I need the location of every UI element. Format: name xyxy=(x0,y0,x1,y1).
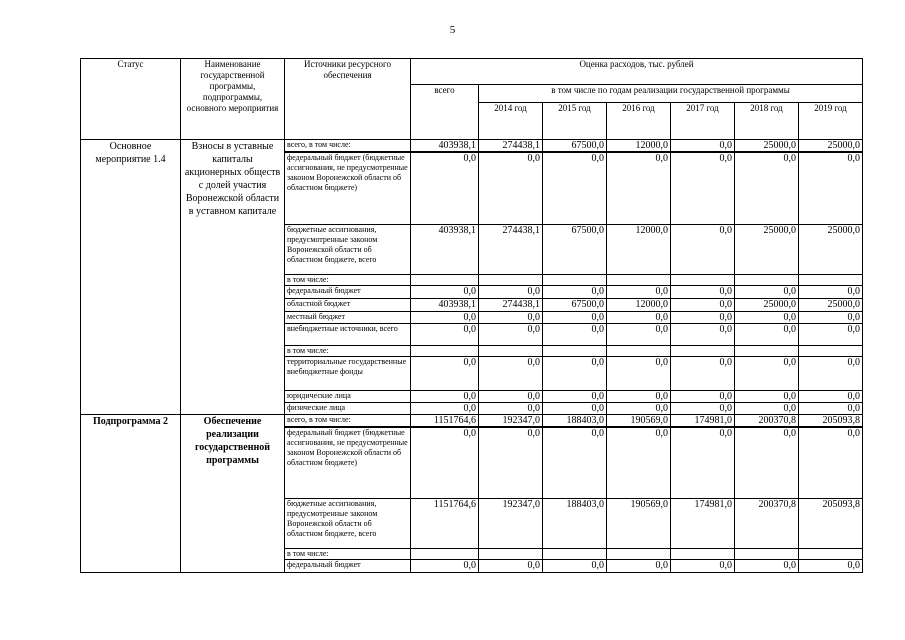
year-value-cell: 0,0 xyxy=(799,311,863,323)
year-value-cell: 25000,0 xyxy=(799,224,863,274)
year-value-cell: 0,0 xyxy=(543,323,607,345)
year-value-cell: 0,0 xyxy=(607,402,671,414)
header-year: 2018 год xyxy=(735,103,799,140)
year-value-cell: 12000,0 xyxy=(607,140,671,153)
source-cell: территориальные государственные внебюджетные фонды xyxy=(285,356,411,390)
year-value-cell: 0,0 xyxy=(543,560,607,573)
year-value-cell: 0,0 xyxy=(479,560,543,573)
total-value-cell: 0,0 xyxy=(411,323,479,345)
source-cell: всего, в том числе: xyxy=(285,140,411,153)
total-value-cell: 1151764,6 xyxy=(411,499,479,549)
year-value-cell: 0,0 xyxy=(479,285,543,298)
table-row xyxy=(81,414,863,427)
year-value-cell: 0,0 xyxy=(735,152,799,224)
year-value-cell: 25000,0 xyxy=(799,140,863,153)
source-cell: федеральный бюджет xyxy=(285,285,411,298)
header-year: 2017 год xyxy=(671,103,735,140)
year-value-cell: 0,0 xyxy=(543,152,607,224)
year-value-cell: 174981,0 xyxy=(671,414,735,427)
year-value-cell xyxy=(543,549,607,560)
source-cell: федеральный бюджет (бюджетные ассигнования, не предусмотренные законом Воронежской области об областном бюджете) xyxy=(285,427,411,499)
year-value-cell: 0,0 xyxy=(671,285,735,298)
status-cell: Подпрограмма 2 xyxy=(81,414,181,573)
year-value-cell: 0,0 xyxy=(671,140,735,153)
total-value-cell: 0,0 xyxy=(411,152,479,224)
year-value-cell: 0,0 xyxy=(799,285,863,298)
year-value-cell: 190569,0 xyxy=(607,414,671,427)
status-cell: Основное мероприятие 1.4 xyxy=(81,140,181,415)
source-cell: всего, в том числе: xyxy=(285,414,411,427)
year-value-cell xyxy=(543,345,607,356)
year-value-cell: 0,0 xyxy=(735,427,799,499)
year-value-cell: 0,0 xyxy=(479,402,543,414)
total-value-cell xyxy=(411,274,479,285)
year-value-cell: 0,0 xyxy=(543,285,607,298)
total-value-cell: 403938,1 xyxy=(411,224,479,274)
budget-table xyxy=(80,58,863,573)
year-value-cell: 0,0 xyxy=(735,560,799,573)
year-value-cell xyxy=(799,274,863,285)
year-value-cell: 0,0 xyxy=(607,390,671,402)
year-value-cell: 0,0 xyxy=(479,427,543,499)
year-value-cell: 0,0 xyxy=(671,298,735,311)
year-value-cell: 0,0 xyxy=(735,356,799,390)
header-total: всего xyxy=(411,85,479,140)
total-value-cell: 0,0 xyxy=(411,285,479,298)
year-value-cell: 0,0 xyxy=(607,311,671,323)
year-value-cell: 200370,8 xyxy=(735,414,799,427)
year-value-cell: 0,0 xyxy=(607,560,671,573)
year-value-cell: 0,0 xyxy=(607,285,671,298)
year-value-cell: 0,0 xyxy=(543,390,607,402)
year-value-cell: 67500,0 xyxy=(543,140,607,153)
source-cell: бюджетные ассигнования, предусмотренные законом Воронежской области об областном бюджете, всего xyxy=(285,499,411,549)
year-value-cell: 188403,0 xyxy=(543,414,607,427)
year-value-cell: 0,0 xyxy=(671,402,735,414)
header-name: Наименование государственной программы, подпрограммы, основного мероприятия xyxy=(181,59,285,140)
year-value-cell: 0,0 xyxy=(479,152,543,224)
year-value-cell: 0,0 xyxy=(479,390,543,402)
year-value-cell xyxy=(543,274,607,285)
year-value-cell: 0,0 xyxy=(735,285,799,298)
year-value-cell: 25000,0 xyxy=(735,224,799,274)
year-value-cell: 0,0 xyxy=(799,152,863,224)
total-value-cell: 0,0 xyxy=(411,311,479,323)
year-value-cell: 205093,8 xyxy=(799,414,863,427)
year-value-cell: 200370,8 xyxy=(735,499,799,549)
year-value-cell: 0,0 xyxy=(479,323,543,345)
year-value-cell xyxy=(735,549,799,560)
header-year: 2014 год xyxy=(479,103,543,140)
year-value-cell: 0,0 xyxy=(543,311,607,323)
year-value-cell xyxy=(735,345,799,356)
year-value-cell: 0,0 xyxy=(479,356,543,390)
year-value-cell: 0,0 xyxy=(607,152,671,224)
total-value-cell xyxy=(411,549,479,560)
source-cell: местный бюджет xyxy=(285,311,411,323)
header-estimate: Оценка расходов, тыс. рублей xyxy=(411,59,863,85)
year-value-cell: 12000,0 xyxy=(607,224,671,274)
year-value-cell: 0,0 xyxy=(671,224,735,274)
header-year: 2019 год xyxy=(799,103,863,140)
year-value-cell: 0,0 xyxy=(479,311,543,323)
year-value-cell xyxy=(607,549,671,560)
total-value-cell: 0,0 xyxy=(411,402,479,414)
year-value-cell xyxy=(671,549,735,560)
year-value-cell xyxy=(799,345,863,356)
source-cell: областной бюджет xyxy=(285,298,411,311)
program-name-cell: Взносы в уставные капиталы акционерных обществ с долей участия Воронежской области в уставном капитале xyxy=(181,140,285,415)
year-value-cell: 0,0 xyxy=(735,323,799,345)
year-value-cell: 0,0 xyxy=(671,152,735,224)
year-value-cell: 0,0 xyxy=(543,427,607,499)
source-cell: в том числе: xyxy=(285,274,411,285)
year-value-cell: 0,0 xyxy=(607,356,671,390)
total-value-cell: 0,0 xyxy=(411,356,479,390)
year-value-cell: 0,0 xyxy=(607,427,671,499)
year-value-cell: 192347,0 xyxy=(479,499,543,549)
year-value-cell: 188403,0 xyxy=(543,499,607,549)
total-value-cell: 0,0 xyxy=(411,560,479,573)
year-value-cell: 25000,0 xyxy=(735,140,799,153)
source-cell: физические лица xyxy=(285,402,411,414)
page-number: 5 xyxy=(449,24,456,36)
year-value-cell: 274438,1 xyxy=(479,298,543,311)
year-value-cell: 274438,1 xyxy=(479,140,543,153)
total-value-cell xyxy=(411,345,479,356)
year-value-cell: 0,0 xyxy=(799,402,863,414)
year-value-cell: 0,0 xyxy=(671,390,735,402)
year-value-cell: 0,0 xyxy=(735,311,799,323)
year-value-cell: 0,0 xyxy=(799,427,863,499)
header-year: 2016 год xyxy=(607,103,671,140)
source-cell: в том числе: xyxy=(285,345,411,356)
total-value-cell: 1151764,6 xyxy=(411,414,479,427)
total-value-cell: 403938,1 xyxy=(411,140,479,153)
year-value-cell: 190569,0 xyxy=(607,499,671,549)
year-value-cell xyxy=(607,345,671,356)
header-status: Статус xyxy=(81,59,181,140)
year-value-cell xyxy=(479,549,543,560)
source-cell: в том числе: xyxy=(285,549,411,560)
total-value-cell: 403938,1 xyxy=(411,298,479,311)
year-value-cell: 0,0 xyxy=(799,323,863,345)
table-body xyxy=(81,140,863,573)
year-value-cell xyxy=(479,274,543,285)
year-value-cell: 0,0 xyxy=(735,390,799,402)
year-value-cell: 0,0 xyxy=(607,323,671,345)
year-value-cell: 0,0 xyxy=(671,311,735,323)
header-sources: Источники ресурсного обеспечения xyxy=(285,59,411,140)
year-value-cell: 67500,0 xyxy=(543,224,607,274)
total-value-cell: 0,0 xyxy=(411,390,479,402)
header-year: 2015 год xyxy=(543,103,607,140)
year-value-cell: 12000,0 xyxy=(607,298,671,311)
year-value-cell: 0,0 xyxy=(671,356,735,390)
source-cell: юридические лица xyxy=(285,390,411,402)
year-value-cell: 25000,0 xyxy=(799,298,863,311)
year-value-cell: 192347,0 xyxy=(479,414,543,427)
year-value-cell: 274438,1 xyxy=(479,224,543,274)
year-value-cell: 0,0 xyxy=(799,390,863,402)
total-value-cell: 0,0 xyxy=(411,427,479,499)
table-row xyxy=(81,140,863,153)
year-value-cell: 0,0 xyxy=(671,323,735,345)
source-cell: федеральный бюджет (бюджетные ассигнования, не предусмотренные законом Воронежской области об областном бюджете) xyxy=(285,152,411,224)
year-value-cell: 25000,0 xyxy=(735,298,799,311)
header-by-years: в том числе по годам реализации государственной программы xyxy=(479,85,863,103)
year-value-cell: 0,0 xyxy=(543,356,607,390)
program-name-cell: Обеспечение реализации государственной программы xyxy=(181,414,285,573)
year-value-cell xyxy=(671,274,735,285)
year-value-cell: 174981,0 xyxy=(671,499,735,549)
year-value-cell xyxy=(479,345,543,356)
source-cell: бюджетные ассигнования, предусмотренные законом Воронежской области об областном бюджете, всего xyxy=(285,224,411,274)
year-value-cell: 0,0 xyxy=(671,560,735,573)
year-value-cell xyxy=(607,274,671,285)
year-value-cell: 0,0 xyxy=(543,402,607,414)
year-value-cell: 0,0 xyxy=(799,356,863,390)
year-value-cell xyxy=(799,549,863,560)
year-value-cell: 0,0 xyxy=(671,427,735,499)
year-value-cell xyxy=(735,274,799,285)
source-cell: федеральный бюджет xyxy=(285,560,411,573)
year-value-cell: 67500,0 xyxy=(543,298,607,311)
source-cell: внебюджетные источники, всего xyxy=(285,323,411,345)
year-value-cell: 0,0 xyxy=(735,402,799,414)
year-value-cell: 205093,8 xyxy=(799,499,863,549)
year-value-cell: 0,0 xyxy=(799,560,863,573)
year-value-cell xyxy=(671,345,735,356)
